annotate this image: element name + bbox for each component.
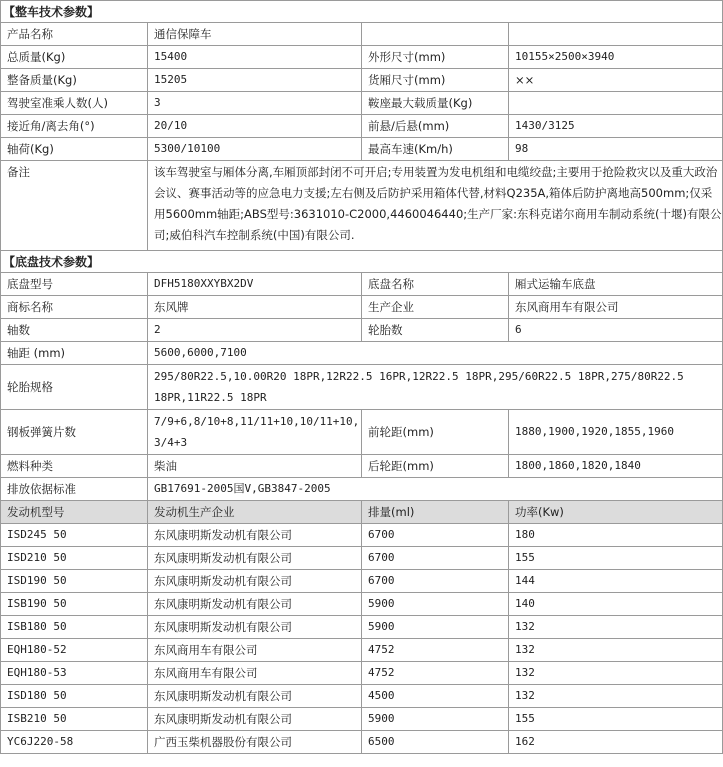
engine-displacement: 6700 xyxy=(362,547,509,570)
overhang-label: 前悬/后悬(mm) xyxy=(362,115,509,138)
spec-row xyxy=(1,46,723,69)
angle-label: 接近角/离去角(°) xyxy=(1,115,148,138)
axles-value: 2 xyxy=(148,319,362,342)
chassis-name-label: 底盘名称 xyxy=(362,273,509,296)
engine-power: 155 xyxy=(509,547,723,570)
engine-row xyxy=(1,593,723,616)
rear-track-value: 1800,1860,1820,1840 xyxy=(509,455,723,478)
engine-row xyxy=(1,524,723,547)
engine-maker: 东风康明斯发动机有限公司 xyxy=(148,685,362,708)
engine-displacement: 4752 xyxy=(362,662,509,685)
engine-power: 162 xyxy=(509,731,723,754)
fuel-value: 柴油 xyxy=(148,455,362,478)
engine-power-header: 功率(Kw) xyxy=(509,501,723,524)
engine-power: 155 xyxy=(509,708,723,731)
engine-maker: 东风康明斯发动机有限公司 xyxy=(148,593,362,616)
engine-model: ISD190 50 xyxy=(1,570,148,593)
dims-label: 外形尺寸(mm) xyxy=(362,46,509,69)
springs-value: 7/9+6,8/10+8,11/11+10,10/11+10,3/4+3 xyxy=(148,410,362,455)
cab-capacity-value: 3 xyxy=(148,92,362,115)
spec-row xyxy=(1,115,723,138)
maker-label: 生产企业 xyxy=(362,296,509,319)
wheelbase-label: 轴距 (mm) xyxy=(1,342,148,365)
tires-value: 6 xyxy=(509,319,723,342)
saddle-mass-label: 鞍座最大载质量(Kg) xyxy=(362,92,509,115)
engine-displacement: 5900 xyxy=(362,593,509,616)
tire-spec-label: 轮胎规格 xyxy=(1,365,148,410)
notes-value: 该车驾驶室与厢体分离,车厢顶部封闭不可开启;专用装置为发电机组和电缆绞盘;主要用于抢险救灾以及重大政治会议、赛事活动等的应急电力支援;左右侧及后防护采用箱体代替,材料Q235A,箱体后防护离地高500mm;仅采用5600mm轴距;ABS型号:3631010-C2000,4460046440;生产厂家:东科克诺尔商用车制动系统(十堰)有限公司;威伯科汽车控制系统(中国)有限公司. xyxy=(148,161,723,251)
engine-power: 132 xyxy=(509,685,723,708)
engine-model: EQH180-53 xyxy=(1,662,148,685)
front-track-value: 1880,1900,1920,1855,1960 xyxy=(509,410,723,455)
max-speed-label: 最高车速(Km/h) xyxy=(362,138,509,161)
engine-maker: 东风康明斯发动机有限公司 xyxy=(148,616,362,639)
product-name-value: 通信保障车 xyxy=(148,23,362,46)
tire-spec-value: 295/80R22.5,10.00R20 18PR,12R22.5 16PR,12R22.5 18PR,295/60R22.5 18PR,275/80R22.5 18PR,11R22.5 18PR xyxy=(148,365,723,410)
engine-displacement: 6500 xyxy=(362,731,509,754)
spec-row xyxy=(1,342,723,365)
curb-mass-value: 15205 xyxy=(148,69,362,92)
engine-model: ISB190 50 xyxy=(1,593,148,616)
engine-model: ISB210 50 xyxy=(1,708,148,731)
axle-load-label: 轴荷(Kg) xyxy=(1,138,148,161)
chassis-model-value: DFH5180XXYBX2DV xyxy=(148,273,362,296)
spec-row xyxy=(1,410,723,455)
engine-maker: 广西玉柴机器股份有限公司 xyxy=(148,731,362,754)
spec-row xyxy=(1,478,723,501)
cargo-dims-label: 货厢尺寸(mm) xyxy=(362,69,509,92)
engine-model: ISB180 50 xyxy=(1,616,148,639)
emission-label: 排放依据标准 xyxy=(1,478,148,501)
dims-value: 10155×2500×3940 xyxy=(509,46,723,69)
tires-label: 轮胎数 xyxy=(362,319,509,342)
engine-displacement: 4752 xyxy=(362,639,509,662)
fuel-label: 燃料种类 xyxy=(1,455,148,478)
engine-row xyxy=(1,662,723,685)
engine-power: 132 xyxy=(509,662,723,685)
brand-value: 东风牌 xyxy=(148,296,362,319)
notes-label: 备注 xyxy=(1,161,148,251)
notes-row xyxy=(1,161,723,251)
spec-row xyxy=(1,69,723,92)
engine-displacement: 6700 xyxy=(362,570,509,593)
engine-maker: 东风康明斯发动机有限公司 xyxy=(148,570,362,593)
emission-value: GB17691-2005国V,GB3847-2005 xyxy=(148,478,723,501)
engine-maker: 东风康明斯发动机有限公司 xyxy=(148,708,362,731)
engine-model: YC6J220-58 xyxy=(1,731,148,754)
engine-displacement: 4500 xyxy=(362,685,509,708)
engine-maker: 东风商用车有限公司 xyxy=(148,662,362,685)
spec-row xyxy=(1,319,723,342)
engine-displacement-header: 排量(ml) xyxy=(362,501,509,524)
engine-power: 180 xyxy=(509,524,723,547)
vehicle-section-title: 【整车技术参数】 xyxy=(1,1,723,23)
engine-maker-header: 发动机生产企业 xyxy=(148,501,362,524)
axle-load-value: 5300/10100 xyxy=(148,138,362,161)
engine-displacement: 6700 xyxy=(362,524,509,547)
curb-mass-label: 整备质量(Kg) xyxy=(1,69,148,92)
angle-value: 20/10 xyxy=(148,115,362,138)
engine-row xyxy=(1,731,723,754)
engine-table-header xyxy=(1,501,723,524)
overhang-value: 1430/3125 xyxy=(509,115,723,138)
max-speed-value: 98 xyxy=(509,138,723,161)
engine-power: 144 xyxy=(509,570,723,593)
engine-row xyxy=(1,708,723,731)
spec-row xyxy=(1,365,723,410)
engine-model-header: 发动机型号 xyxy=(1,501,148,524)
product-name-label: 产品名称 xyxy=(1,23,148,46)
engine-model: ISD180 50 xyxy=(1,685,148,708)
chassis-name-value: 厢式运输车底盘 xyxy=(509,273,723,296)
spec-row xyxy=(1,138,723,161)
engine-row xyxy=(1,616,723,639)
total-mass-value: 15400 xyxy=(148,46,362,69)
rear-track-label: 后轮距(mm) xyxy=(362,455,509,478)
cargo-dims-value: ×× xyxy=(509,69,723,92)
engine-maker: 东风康明斯发动机有限公司 xyxy=(148,524,362,547)
saddle-mass-value xyxy=(509,92,723,115)
spec-row xyxy=(1,296,723,319)
brand-label: 商标名称 xyxy=(1,296,148,319)
engine-row xyxy=(1,547,723,570)
engine-row xyxy=(1,685,723,708)
engine-model: ISD210 50 xyxy=(1,547,148,570)
front-track-label: 前轮距(mm) xyxy=(362,410,509,455)
chassis-section-title: 【底盘技术参数】 xyxy=(1,251,723,273)
spec-row xyxy=(1,92,723,115)
engine-row xyxy=(1,639,723,662)
springs-label: 钢板弹簧片数 xyxy=(1,410,148,455)
spec-row xyxy=(1,23,723,46)
spec-row xyxy=(1,273,723,296)
engine-rows xyxy=(1,524,723,754)
engine-row xyxy=(1,570,723,593)
wheelbase-value: 5600,6000,7100 xyxy=(148,342,723,365)
engine-model: EQH180-52 xyxy=(1,639,148,662)
vehicle-section-header xyxy=(1,1,723,23)
engine-maker: 东风康明斯发动机有限公司 xyxy=(148,547,362,570)
maker-value: 东风商用车有限公司 xyxy=(509,296,723,319)
engine-displacement: 5900 xyxy=(362,616,509,639)
engine-power: 132 xyxy=(509,639,723,662)
total-mass-label: 总质量(Kg) xyxy=(1,46,148,69)
axles-label: 轴数 xyxy=(1,319,148,342)
cab-capacity-label: 驾驶室准乘人数(人) xyxy=(1,92,148,115)
chassis-section-header xyxy=(1,251,723,273)
engine-displacement: 5900 xyxy=(362,708,509,731)
engine-power: 132 xyxy=(509,616,723,639)
spec-row xyxy=(1,455,723,478)
engine-model: ISD245 50 xyxy=(1,524,148,547)
engine-maker: 东风商用车有限公司 xyxy=(148,639,362,662)
chassis-model-label: 底盘型号 xyxy=(1,273,148,296)
engine-power: 140 xyxy=(509,593,723,616)
